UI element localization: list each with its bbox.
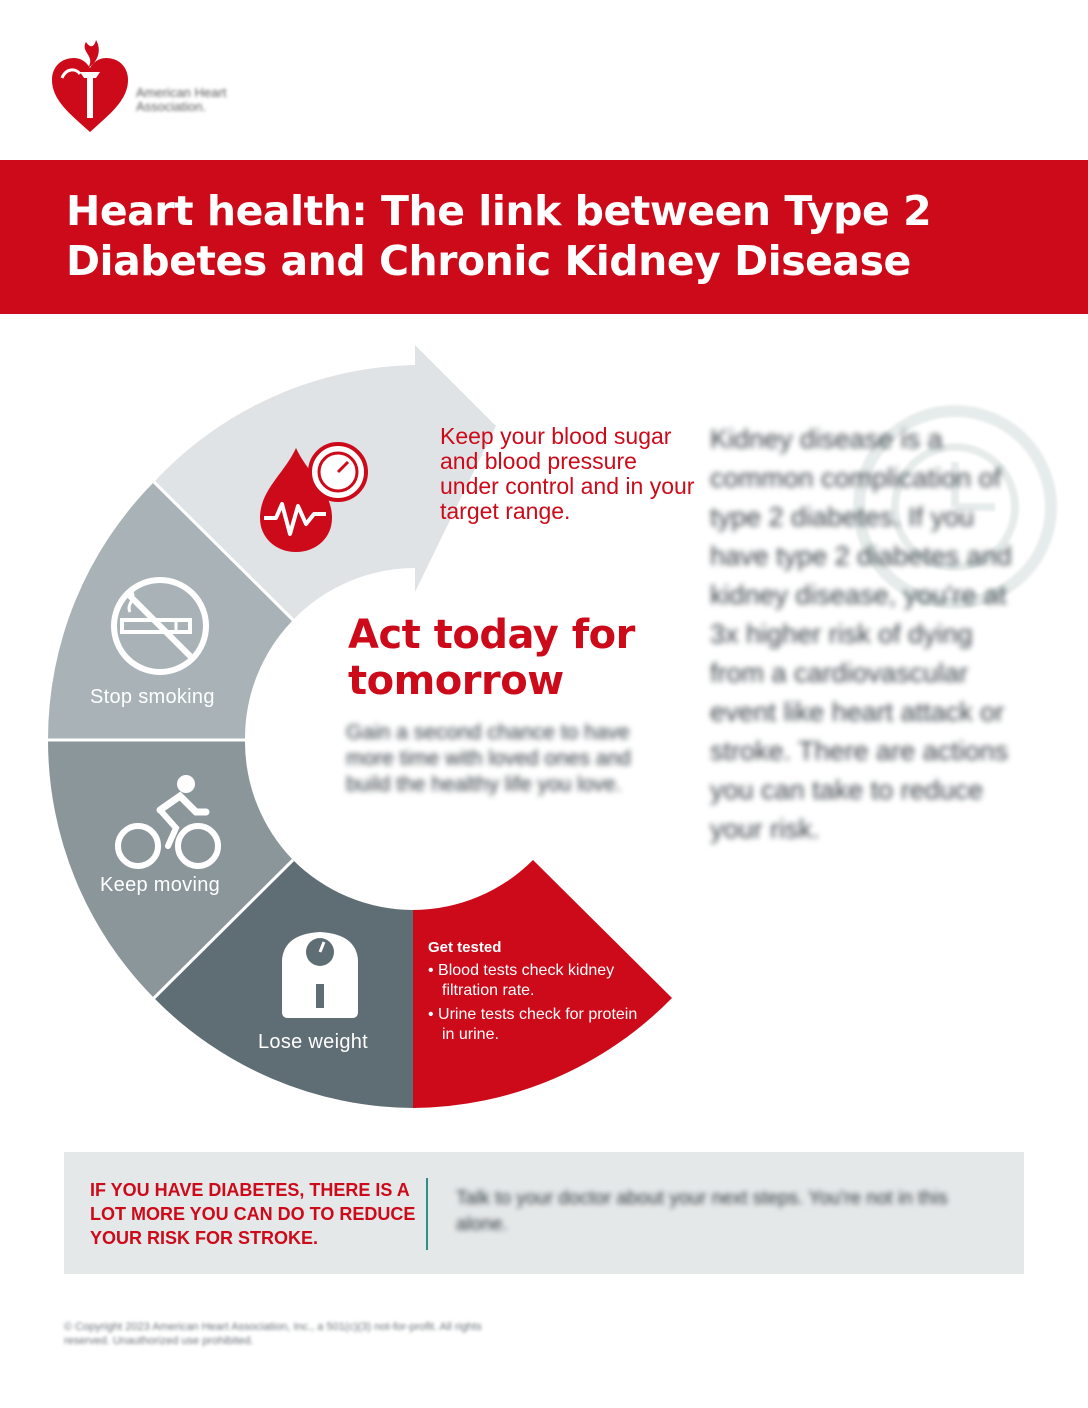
label-lose-weight: Lose weight xyxy=(258,1031,369,1053)
heart-torch-icon xyxy=(50,38,130,138)
footer-callout-box xyxy=(64,1152,1024,1274)
kidney-disease-paragraph: Kidney disease is a common complication of type 2 diabetes. If you have type 2 diabetes and kidney disease, you're at 3x higher risk of dying from a cardiovascular event like heart attack or stroke. There are actions you can take to reduce your risk. xyxy=(710,424,1012,844)
label-stop-smoking: Stop smoking xyxy=(90,686,215,708)
footer-note-text: Talk to your doctor about your next steps. You're not in this alone. xyxy=(456,1188,948,1235)
footer-divider xyxy=(426,1178,428,1250)
logo-org-name: American Heart Association. xyxy=(136,85,227,114)
title-banner xyxy=(0,160,1088,314)
scale-icon xyxy=(282,932,358,1018)
get-tested-box xyxy=(428,938,648,1049)
page-title: Heart health: The link between Type 2 Diabetes and Chronic Kidney Disease xyxy=(66,187,932,285)
get-tested-title: Get tested xyxy=(428,939,502,956)
get-tested-item: • Blood tests check kidney filtration rate. xyxy=(428,962,615,999)
keep-in-range-text: Keep your blood sugar and blood pressure under control and in your target range. xyxy=(440,423,695,524)
act-today-subtitle: Gain a second chance to have more time with loved ones and build the healthy life you love. xyxy=(346,721,631,796)
label-keep-moving: Keep moving xyxy=(100,874,221,896)
footer-callout-text: IF YOU HAVE DIABETES, THERE IS A LOT MORE YOU CAN DO TO REDUCE YOUR RISK FOR STROKE. xyxy=(90,1180,416,1248)
copyright-notice: © Copyright 2023 American Heart Association, Inc., a 501(c)(3) not-for-profit. All rights reserved. Unauthorized use prohibited. xyxy=(64,1321,482,1347)
aha-logo xyxy=(50,38,240,138)
get-tested-item: • Urine tests check for protein in urine. xyxy=(428,1006,638,1043)
act-today-heading: Act today for tomorrow xyxy=(348,612,635,704)
